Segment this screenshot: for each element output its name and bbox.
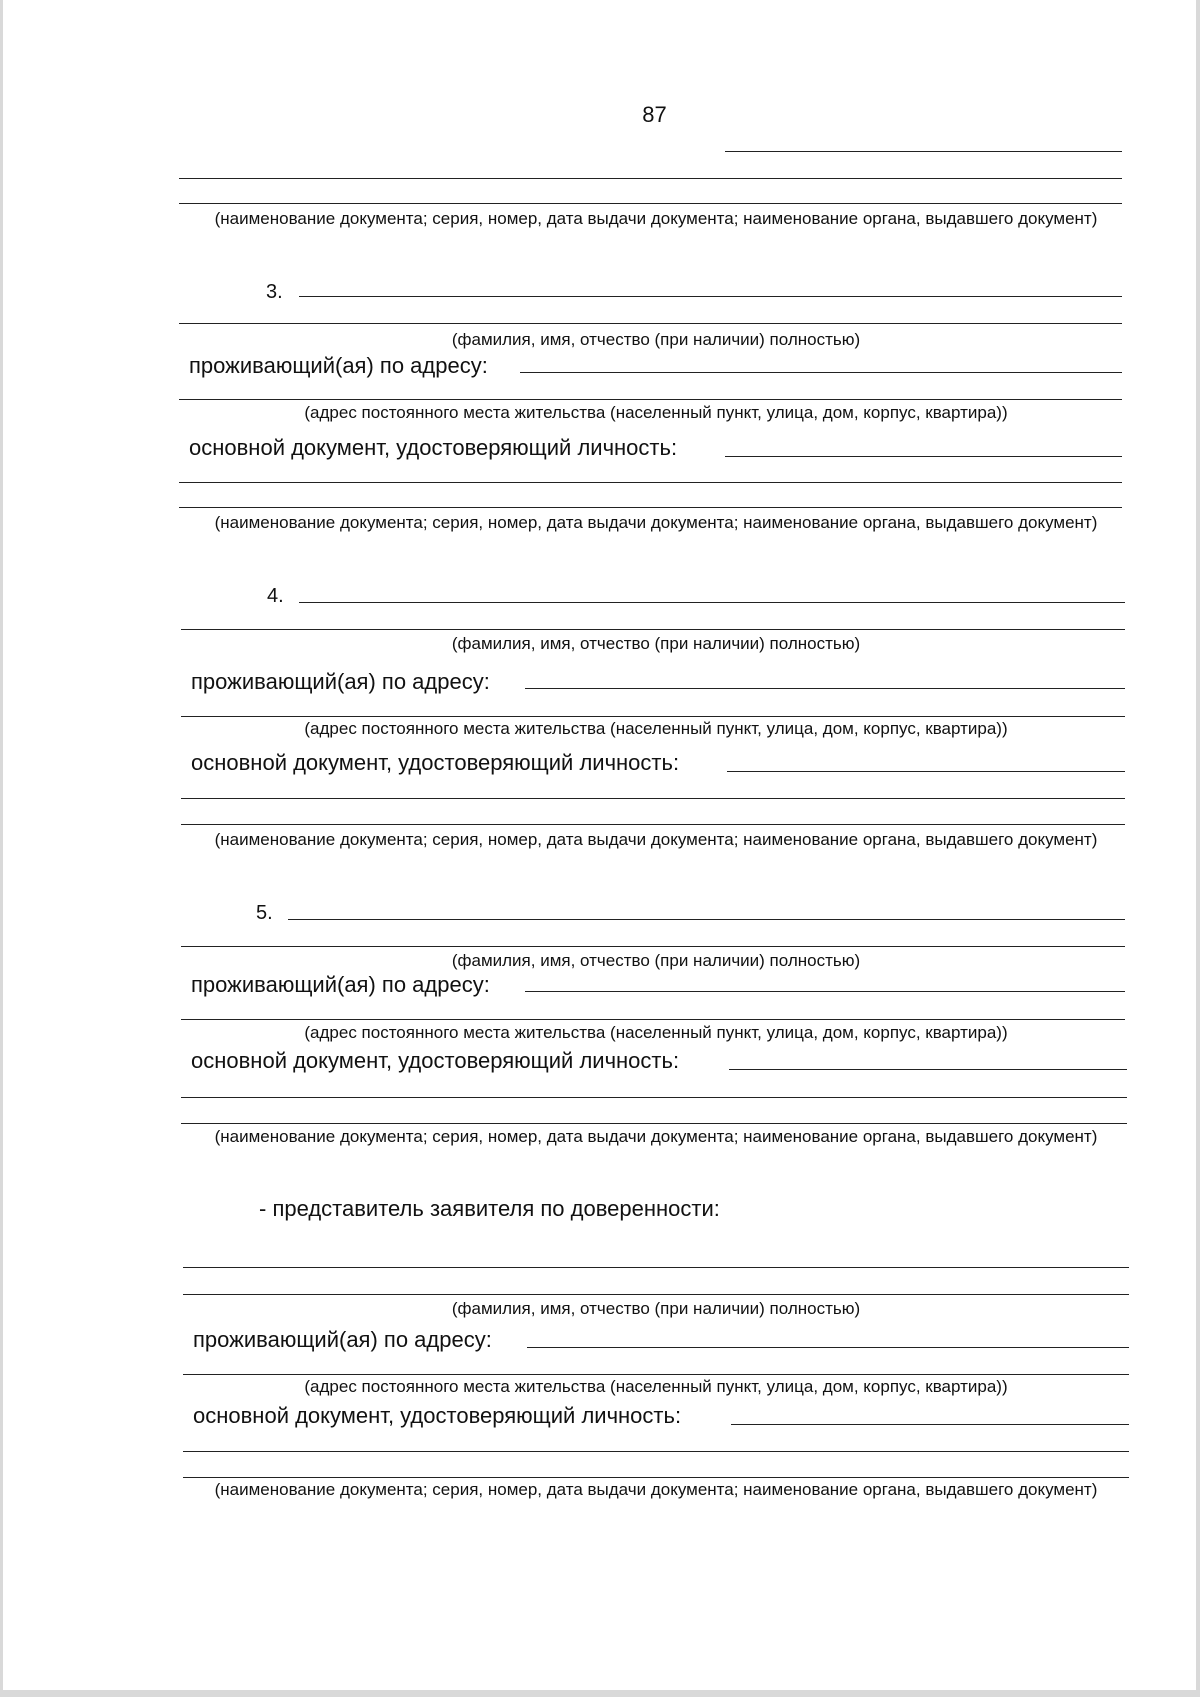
fill-line <box>181 1123 1127 1124</box>
id-doc-field-line <box>725 456 1122 457</box>
doc-caption: (наименование документа; серия, номер, дата выдачи документа; наименование органа, выдавшего документ) <box>214 209 1098 228</box>
address-label: проживающий(ая) по адресу: <box>191 972 490 997</box>
address-label: проживающий(ая) по адресу: <box>189 353 488 378</box>
id-doc-field-line <box>729 1069 1127 1070</box>
id-doc-label: основной документ, удостоверяющий личность: <box>189 435 678 460</box>
fill-line <box>179 178 1122 179</box>
name-field-line <box>299 602 1125 603</box>
address-field-line <box>520 372 1122 373</box>
addr-caption: (адрес постоянного места жительства (населенный пункт, улица, дом, корпус, квартира)) <box>304 719 1008 738</box>
id-doc-label: основной документ, удостоверяющий личность: <box>191 750 680 775</box>
fill-line <box>183 1477 1129 1478</box>
doc-caption: (наименование документа; серия, номер, дата выдачи документа; наименование органа, выдавшего документ) <box>214 1480 1098 1499</box>
fill-line <box>181 946 1125 947</box>
fill-line <box>179 323 1122 324</box>
name-field-line <box>288 919 1125 920</box>
addr-caption: (адрес постоянного места жительства (населенный пункт, улица, дом, корпус, квартира)) <box>304 1377 1008 1396</box>
fill-line <box>179 482 1122 483</box>
fio-caption: (фамилия, имя, отчество (при наличии) полностью) <box>451 951 861 970</box>
fio-caption: (фамилия, имя, отчество (при наличии) полностью) <box>451 634 861 653</box>
fill-line <box>181 1097 1127 1098</box>
section-index: 3. <box>266 281 283 303</box>
address-field-line <box>527 1347 1129 1348</box>
addr-caption: (адрес постоянного места жительства (населенный пункт, улица, дом, корпус, квартира)) <box>304 1023 1008 1042</box>
address-label: проживающий(ая) по адресу: <box>193 1327 492 1352</box>
id-doc-label: основной документ, удостоверяющий личность: <box>193 1403 682 1428</box>
fill-line <box>183 1267 1129 1268</box>
fill-line <box>183 1451 1129 1452</box>
fio-caption: (фамилия, имя, отчество (при наличии) полностью) <box>451 330 861 349</box>
fill-line <box>181 798 1125 799</box>
address-field-line <box>525 688 1125 689</box>
section-index: 5. <box>256 902 273 924</box>
fill-line <box>183 1294 1129 1295</box>
document-page <box>3 0 1196 1690</box>
doc-caption: (наименование документа; серия, номер, дата выдачи документа; наименование органа, выдавшего документ) <box>214 513 1098 532</box>
address-label: проживающий(ая) по адресу: <box>191 669 490 694</box>
id-doc-field-line <box>727 771 1125 772</box>
section-index: 4. <box>267 585 284 607</box>
addr-caption: (адрес постоянного места жительства (населенный пункт, улица, дом, корпус, квартира)) <box>304 403 1008 422</box>
fill-line <box>179 399 1122 400</box>
fio-caption: (фамилия, имя, отчество (при наличии) полностью) <box>451 1299 861 1318</box>
fill-line <box>179 507 1122 508</box>
fill-line <box>181 716 1125 717</box>
signature-line <box>725 151 1122 152</box>
doc-caption: (наименование документа; серия, номер, дата выдачи документа; наименование органа, выдавшего документ) <box>214 830 1098 849</box>
name-field-line <box>299 296 1122 297</box>
id-doc-label: основной документ, удостоверяющий личность: <box>191 1048 680 1073</box>
fill-line <box>181 1019 1125 1020</box>
page-number: 87 <box>642 102 667 127</box>
fill-line <box>183 1374 1129 1375</box>
fill-line <box>181 629 1125 630</box>
fill-line <box>181 824 1125 825</box>
address-field-line <box>525 991 1125 992</box>
doc-caption: (наименование документа; серия, номер, дата выдачи документа; наименование органа, выдавшего документ) <box>214 1127 1098 1146</box>
id-doc-field-line <box>731 1424 1129 1425</box>
fill-line <box>179 203 1122 204</box>
representative-title: - представитель заявителя по доверенности: <box>259 1196 720 1221</box>
